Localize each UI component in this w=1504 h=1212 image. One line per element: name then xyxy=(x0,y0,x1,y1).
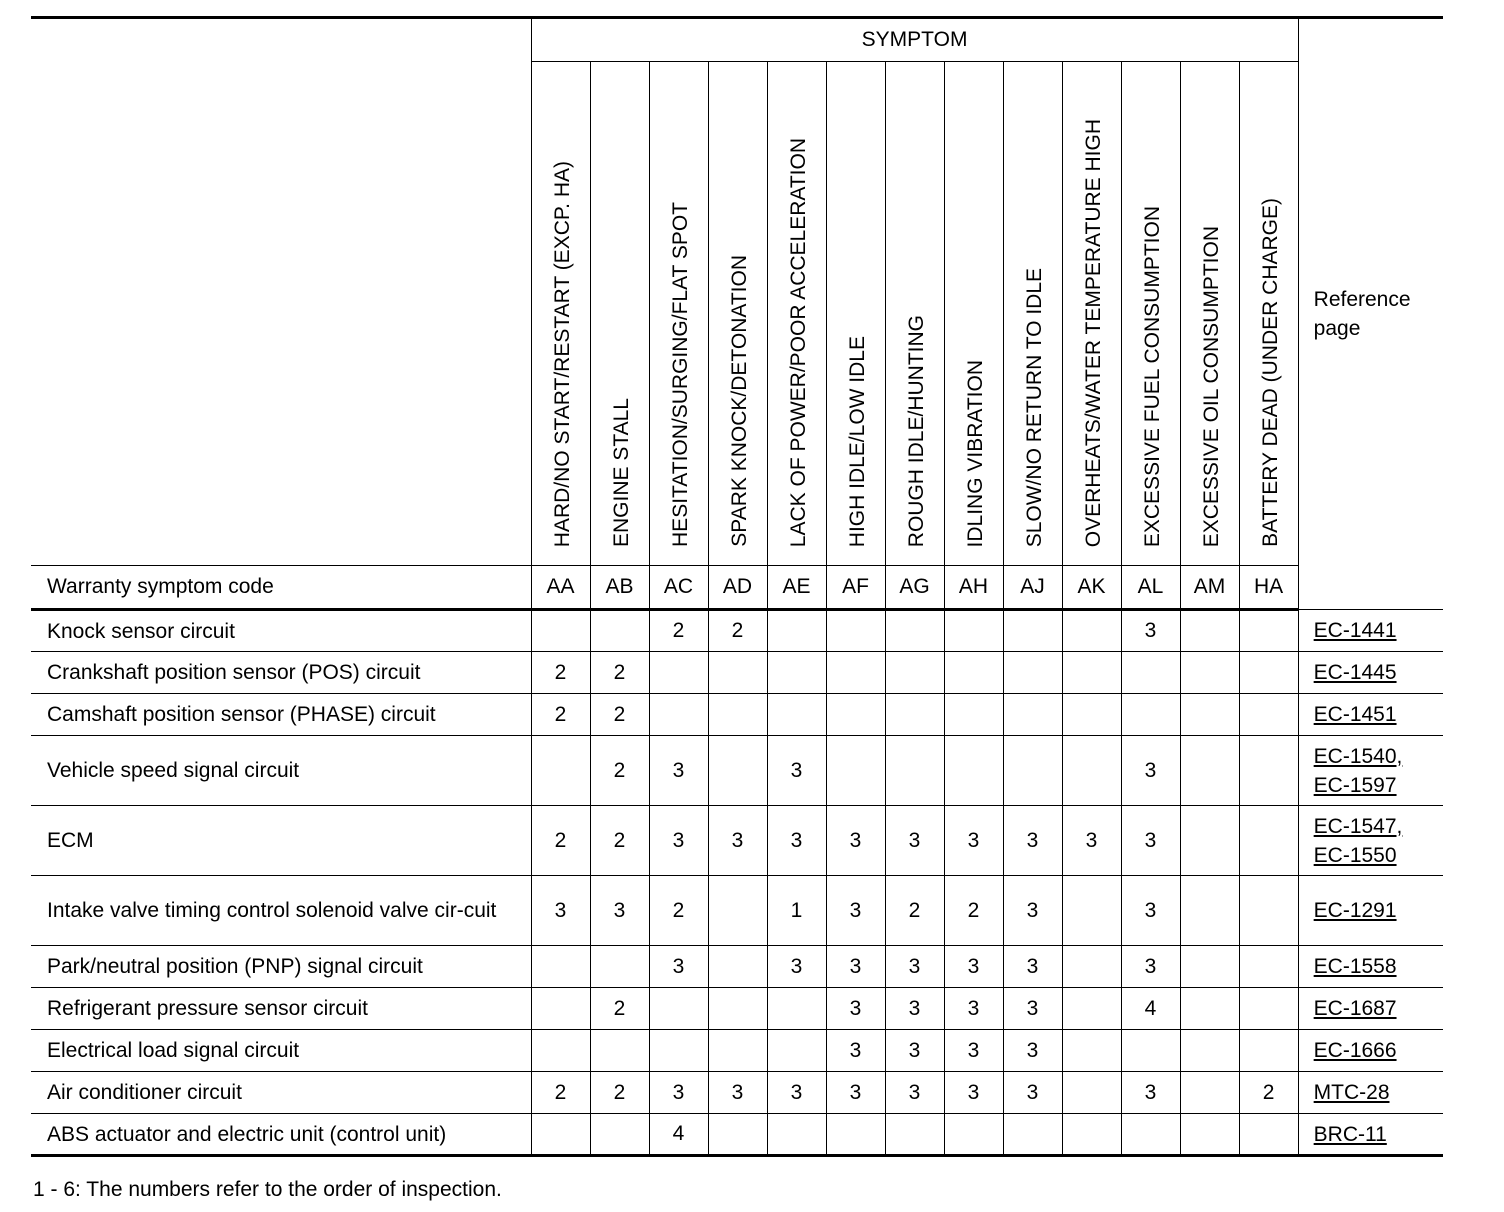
priority-cell: 2 xyxy=(531,806,590,876)
priority-cell xyxy=(649,652,708,694)
warranty-code: AA xyxy=(531,566,590,610)
priority-cell xyxy=(1180,946,1239,988)
priority-cell: 2 xyxy=(531,694,590,736)
priority-cell xyxy=(1239,736,1298,806)
symptom-header-am xyxy=(1180,62,1239,566)
priority-cell xyxy=(1003,736,1062,806)
priority-cell xyxy=(1062,1072,1121,1114)
priority-cell xyxy=(1003,694,1062,736)
warranty-code: AF xyxy=(826,566,885,610)
priority-cell: 3 xyxy=(590,876,649,946)
priority-cell: 3 xyxy=(1121,1072,1180,1114)
priority-cell: 3 xyxy=(649,946,708,988)
priority-cell xyxy=(826,652,885,694)
priority-cell: 2 xyxy=(590,694,649,736)
priority-cell xyxy=(1003,652,1062,694)
priority-cell: 2 xyxy=(590,736,649,806)
priority-cell xyxy=(708,694,767,736)
priority-cell: 3 xyxy=(826,946,885,988)
priority-cell: 3 xyxy=(1121,610,1180,652)
priority-cell: 2 xyxy=(1239,1072,1298,1114)
priority-cell: 4 xyxy=(1121,988,1180,1030)
row-label: ABS actuator and electric unit (control unit) xyxy=(31,1114,531,1156)
priority-cell xyxy=(1121,1114,1180,1156)
row-label: ECM xyxy=(31,806,531,876)
priority-cell: 3 xyxy=(1003,946,1062,988)
reference-cell xyxy=(1298,806,1443,876)
symptom-header-aj xyxy=(1003,62,1062,566)
priority-cell: 3 xyxy=(767,806,826,876)
footnote: 1 - 6: The numbers refer to the order of inspection. xyxy=(33,1178,502,1201)
priority-cell: 3 xyxy=(826,1030,885,1072)
priority-cell: 3 xyxy=(1121,806,1180,876)
warranty-code: AM xyxy=(1180,566,1239,610)
priority-cell: 3 xyxy=(944,988,1003,1030)
priority-cell xyxy=(1003,610,1062,652)
priority-cell xyxy=(767,610,826,652)
reference-cell xyxy=(1298,1114,1443,1156)
reference-link[interactable]: EC-1666 xyxy=(1313,1039,1397,1062)
reference-page-header: Reference page xyxy=(1298,18,1443,610)
priority-cell xyxy=(708,1030,767,1072)
symptom-name: EXCESSIVE FUEL CONSUMPTION xyxy=(1141,205,1164,547)
warranty-code: AH xyxy=(944,566,1003,610)
priority-cell: 2 xyxy=(885,876,944,946)
priority-cell xyxy=(944,1114,1003,1156)
priority-cell xyxy=(1003,1114,1062,1156)
priority-cell xyxy=(1239,946,1298,988)
warranty-code: AL xyxy=(1121,566,1180,610)
priority-cell xyxy=(944,652,1003,694)
reference-link[interactable]: EC-1547, xyxy=(1313,814,1403,838)
priority-cell xyxy=(826,736,885,806)
reference-link[interactable]: EC-1451 xyxy=(1313,703,1397,726)
warranty-code-row xyxy=(31,566,1443,610)
reference-link[interactable]: EC-1540, xyxy=(1313,744,1403,768)
priority-cell: 3 xyxy=(944,806,1003,876)
row-label: Refrigerant pressure sensor circuit xyxy=(31,988,531,1030)
priority-cell: 3 xyxy=(649,806,708,876)
symptom-header-ah xyxy=(944,62,1003,566)
priority-cell xyxy=(1180,1114,1239,1156)
priority-cell: 3 xyxy=(885,1030,944,1072)
warranty-code: AD xyxy=(708,566,767,610)
reference-cell xyxy=(1298,876,1443,946)
priority-cell xyxy=(649,694,708,736)
priority-cell xyxy=(826,610,885,652)
priority-cell: 2 xyxy=(649,876,708,946)
priority-cell xyxy=(1180,694,1239,736)
symptom-name: LACK OF POWER/POOR ACCELERATION xyxy=(787,137,810,547)
priority-cell: 3 xyxy=(885,1072,944,1114)
priority-cell: 3 xyxy=(1003,876,1062,946)
priority-cell: 3 xyxy=(826,1072,885,1114)
warranty-code: AG xyxy=(885,566,944,610)
table-row xyxy=(31,946,1443,988)
priority-cell xyxy=(885,652,944,694)
reference-link[interactable]: EC-1687 xyxy=(1313,997,1397,1020)
corner-cell xyxy=(31,18,531,566)
priority-cell xyxy=(1239,876,1298,946)
priority-cell xyxy=(826,1114,885,1156)
priority-cell xyxy=(767,694,826,736)
warranty-code: AB xyxy=(590,566,649,610)
priority-cell xyxy=(1180,652,1239,694)
priority-cell xyxy=(1062,610,1121,652)
priority-cell xyxy=(1180,1030,1239,1072)
priority-cell xyxy=(1121,1030,1180,1072)
reference-cell xyxy=(1298,736,1443,806)
priority-cell xyxy=(531,988,590,1030)
priority-cell xyxy=(944,736,1003,806)
reference-cell xyxy=(1298,946,1443,988)
priority-cell: 3 xyxy=(1003,806,1062,876)
symptom-name: HESITATION/SURGING/FLAT SPOT xyxy=(669,202,692,547)
symptom-name: ENGINE STALL xyxy=(610,398,633,547)
table-row xyxy=(31,806,1443,876)
priority-cell: 4 xyxy=(649,1114,708,1156)
priority-cell xyxy=(1062,946,1121,988)
reference-cell xyxy=(1298,652,1443,694)
row-label: Camshaft position sensor (PHASE) circuit xyxy=(31,694,531,736)
symptom-name: EXCESSIVE OIL CONSUMPTION xyxy=(1200,225,1223,547)
priority-cell xyxy=(1062,694,1121,736)
symptom-header-ab xyxy=(590,62,649,566)
priority-cell xyxy=(708,876,767,946)
priority-cell xyxy=(590,946,649,988)
symptom-name: IDLING VIBRATION xyxy=(964,359,987,547)
priority-cell xyxy=(531,1114,590,1156)
priority-cell: 3 xyxy=(708,806,767,876)
table-row xyxy=(31,610,1443,652)
priority-cell: 3 xyxy=(944,1030,1003,1072)
reference-link[interactable]: BRC-11 xyxy=(1313,1122,1387,1146)
priority-cell xyxy=(1062,876,1121,946)
priority-cell: 2 xyxy=(590,806,649,876)
priority-cell: 3 xyxy=(885,946,944,988)
symptom-header-af xyxy=(826,62,885,566)
priority-cell: 2 xyxy=(531,1072,590,1114)
priority-cell: 2 xyxy=(590,1072,649,1114)
reference-cell xyxy=(1298,610,1443,652)
symptom-title-row xyxy=(31,18,1443,62)
symptom-name: SPARK KNOCK/DETONATION xyxy=(728,255,751,547)
row-label: Intake valve timing control solenoid valve cir-cuit xyxy=(31,876,531,946)
inspection-rows xyxy=(31,610,1443,1156)
reference-link[interactable]: MTC-28 xyxy=(1313,1081,1390,1104)
symptom-title: SYMPTOM xyxy=(531,18,1298,62)
priority-cell: 3 xyxy=(1121,736,1180,806)
priority-cell xyxy=(1180,736,1239,806)
priority-cell xyxy=(531,946,590,988)
row-label: Electrical load signal circuit xyxy=(31,1030,531,1072)
priority-cell xyxy=(767,988,826,1030)
priority-cell: 3 xyxy=(1121,876,1180,946)
priority-cell xyxy=(1062,1114,1121,1156)
priority-cell: 3 xyxy=(826,988,885,1030)
priority-cell xyxy=(1180,876,1239,946)
priority-cell xyxy=(1062,988,1121,1030)
table-row xyxy=(31,652,1443,694)
symptom-header-ak xyxy=(1062,62,1121,566)
priority-cell xyxy=(885,610,944,652)
table-row xyxy=(31,736,1443,806)
table-row xyxy=(31,988,1443,1030)
symptom-name: OVERHEATS/WATER TEMPERATURE HIGH xyxy=(1082,118,1105,547)
symptom-header-ac xyxy=(649,62,708,566)
row-label: Crankshaft position sensor (POS) circuit xyxy=(31,652,531,694)
symptom-name: SLOW/NO RETURN TO IDLE xyxy=(1023,267,1046,547)
priority-cell xyxy=(944,610,1003,652)
reference-link[interactable]: EC-1558 xyxy=(1313,955,1397,978)
reference-link[interactable]: EC-1441 xyxy=(1313,619,1397,642)
symptom-header-al xyxy=(1121,62,1180,566)
reference-link[interactable]: EC-1291 xyxy=(1313,899,1397,922)
priority-cell xyxy=(1062,736,1121,806)
priority-cell xyxy=(1239,652,1298,694)
row-label: Knock sensor circuit xyxy=(31,610,531,652)
warranty-code: AK xyxy=(1062,566,1121,610)
priority-cell: 3 xyxy=(767,946,826,988)
priority-cell xyxy=(590,1030,649,1072)
priority-cell xyxy=(531,1030,590,1072)
priority-cell xyxy=(1239,988,1298,1030)
warranty-code-label: Warranty symptom code xyxy=(31,566,531,610)
priority-cell xyxy=(531,610,590,652)
priority-cell xyxy=(1239,1114,1298,1156)
symptom-header-ha xyxy=(1239,62,1298,566)
priority-cell xyxy=(1121,652,1180,694)
symptom-name: HARD/NO START/RESTART (EXCP. HA) xyxy=(551,160,574,547)
priority-cell: 3 xyxy=(885,806,944,876)
table-row xyxy=(31,1114,1443,1156)
priority-cell xyxy=(767,1114,826,1156)
priority-cell: 3 xyxy=(1003,1030,1062,1072)
warranty-code: HA xyxy=(1239,566,1298,610)
priority-cell: 2 xyxy=(590,652,649,694)
priority-cell xyxy=(1239,1030,1298,1072)
priority-cell: 3 xyxy=(826,876,885,946)
priority-cell xyxy=(1062,1030,1121,1072)
priority-cell xyxy=(767,652,826,694)
priority-cell: 3 xyxy=(649,1072,708,1114)
priority-cell xyxy=(590,610,649,652)
priority-cell: 2 xyxy=(649,610,708,652)
symptom-header-ag xyxy=(885,62,944,566)
priority-cell xyxy=(767,1030,826,1072)
priority-cell xyxy=(885,1114,944,1156)
priority-cell xyxy=(708,988,767,1030)
priority-cell xyxy=(885,694,944,736)
symptom-name: ROUGH IDLE/HUNTING xyxy=(905,314,928,547)
reference-link[interactable]: EC-1445 xyxy=(1313,661,1397,684)
priority-cell xyxy=(1239,610,1298,652)
priority-cell: 3 xyxy=(1003,1072,1062,1114)
priority-cell xyxy=(708,736,767,806)
priority-cell: 3 xyxy=(708,1072,767,1114)
table-row xyxy=(31,1030,1443,1072)
row-label: Park/neutral position (PNP) signal circuit xyxy=(31,946,531,988)
symptom-header-aa xyxy=(531,62,590,566)
priority-cell: 3 xyxy=(826,806,885,876)
priority-cell xyxy=(1239,694,1298,736)
row-label: Air conditioner circuit xyxy=(31,1072,531,1114)
priority-cell: 1 xyxy=(767,876,826,946)
priority-cell: 3 xyxy=(767,1072,826,1114)
priority-cell: 3 xyxy=(767,736,826,806)
symptom-matrix-table xyxy=(31,16,1443,1157)
table-row xyxy=(31,1072,1443,1114)
priority-cell: 3 xyxy=(649,736,708,806)
priority-cell xyxy=(1180,988,1239,1030)
warranty-code: AJ xyxy=(1003,566,1062,610)
reference-link[interactable]: EC-1597 xyxy=(1313,773,1397,797)
symptom-name: HIGH IDLE/LOW IDLE xyxy=(846,335,869,547)
priority-cell: 3 xyxy=(1121,946,1180,988)
priority-cell xyxy=(649,988,708,1030)
symptom-header-ae xyxy=(767,62,826,566)
reference-cell xyxy=(1298,988,1443,1030)
priority-cell xyxy=(708,1114,767,1156)
priority-cell xyxy=(1180,610,1239,652)
priority-cell xyxy=(649,1030,708,1072)
priority-cell xyxy=(708,652,767,694)
table-row xyxy=(31,876,1443,946)
priority-cell xyxy=(885,736,944,806)
priority-cell: 3 xyxy=(1062,806,1121,876)
symptom-header-ad xyxy=(708,62,767,566)
reference-cell xyxy=(1298,1072,1443,1114)
priority-cell: 3 xyxy=(944,946,1003,988)
symptom-name: BATTERY DEAD (UNDER CHARGE) xyxy=(1259,198,1283,547)
priority-cell: 2 xyxy=(531,652,590,694)
reference-link[interactable]: EC-1550 xyxy=(1313,843,1397,867)
priority-cell xyxy=(1121,694,1180,736)
priority-cell: 3 xyxy=(944,1072,1003,1114)
priority-cell xyxy=(826,694,885,736)
reference-cell xyxy=(1298,1030,1443,1072)
priority-cell xyxy=(531,736,590,806)
priority-cell: 3 xyxy=(885,988,944,1030)
priority-cell xyxy=(944,694,1003,736)
priority-cell: 2 xyxy=(708,610,767,652)
priority-cell xyxy=(1062,652,1121,694)
priority-cell xyxy=(590,1114,649,1156)
priority-cell xyxy=(1180,1072,1239,1114)
warranty-code: AE xyxy=(767,566,826,610)
warranty-code: AC xyxy=(649,566,708,610)
priority-cell: 2 xyxy=(944,876,1003,946)
table-row xyxy=(31,694,1443,736)
priority-cell xyxy=(708,946,767,988)
reference-cell xyxy=(1298,694,1443,736)
priority-cell xyxy=(1239,806,1298,876)
priority-cell xyxy=(1180,806,1239,876)
row-label: Vehicle speed signal circuit xyxy=(31,736,531,806)
priority-cell: 3 xyxy=(531,876,590,946)
priority-cell: 3 xyxy=(1003,988,1062,1030)
priority-cell: 2 xyxy=(590,988,649,1030)
